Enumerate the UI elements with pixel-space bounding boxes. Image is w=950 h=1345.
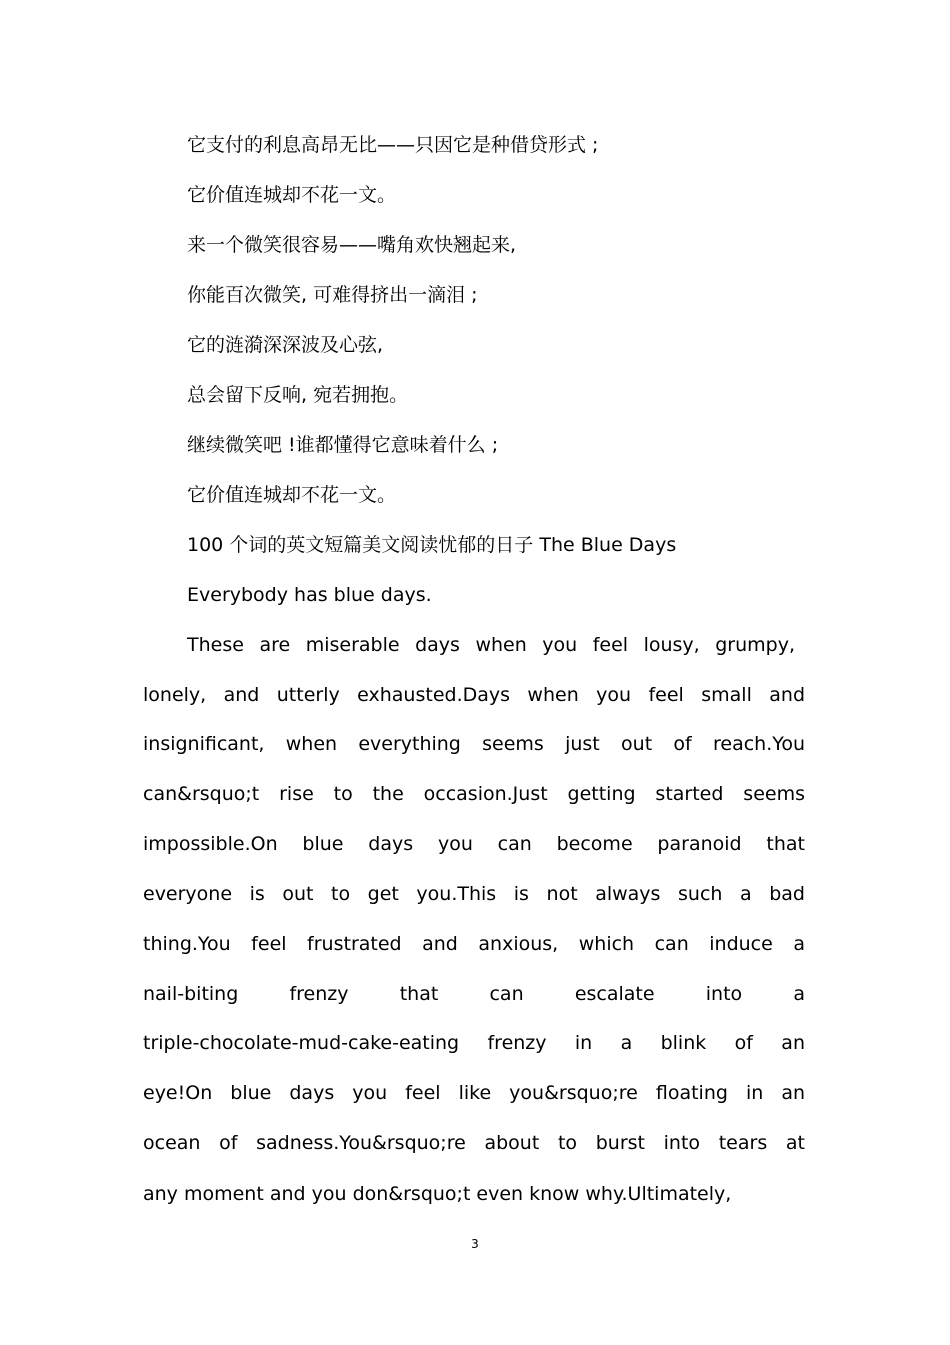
opening-line: Everybody has blue days. (187, 584, 432, 606)
poem-line: 来一个微笑很容易——嘴角欢快翘起来, (187, 234, 517, 256)
body-line: impossible.On blue days you can become paranoid that (143, 833, 805, 855)
poem-line: 它价值连城却不花一文。 (187, 484, 397, 506)
body-line: triple-chocolate-mud-cake-eating frenzy in a blink of an (143, 1032, 805, 1054)
poem-line: 它支付的利息高昂无比——只因它是种借贷形式 ; (187, 134, 599, 156)
poem-line: 继续微笑吧 !谁都懂得它意味着什么 ; (187, 434, 499, 456)
body-line: ocean of sadness.You&rsquo;re about to burst into tears at (143, 1132, 805, 1154)
body-line: lonely, and utterly exhausted.Days when you feel small and (143, 684, 805, 706)
body-line: any moment and you don&rsquo;t even know why.Ultimately, (143, 1183, 732, 1205)
poem-line: 它价值连城却不花一文。 (187, 184, 397, 206)
article-heading: 100 个词的英文短篇美文阅读忧郁的日子 The Blue Days (187, 534, 677, 556)
body-line: thing.You feel frustrated and anxious, which can induce a (143, 933, 805, 955)
page-number: 3 (471, 1237, 479, 1251)
body-line: nail-biting frenzy that can escalate into a (143, 983, 805, 1005)
body-line: insignificant, when everything seems just out of reach.You (143, 733, 805, 755)
body-line: These are miserable days when you feel lousy, grumpy, (187, 634, 795, 656)
body-line: can&rsquo;t rise to the occasion.Just getting started seems (143, 783, 805, 805)
poem-line: 总会留下反响, 宛若拥抱。 (187, 384, 409, 406)
body-line: everyone is out to get you.This is not always such a bad (143, 883, 805, 905)
body-line: eye!On blue days you feel like you&rsquo;re floating in an (143, 1082, 805, 1104)
poem-line: 你能百次微笑, 可难得挤出一滴泪 ; (187, 284, 478, 306)
poem-line: 它的涟漪深深波及心弦, (187, 334, 384, 356)
